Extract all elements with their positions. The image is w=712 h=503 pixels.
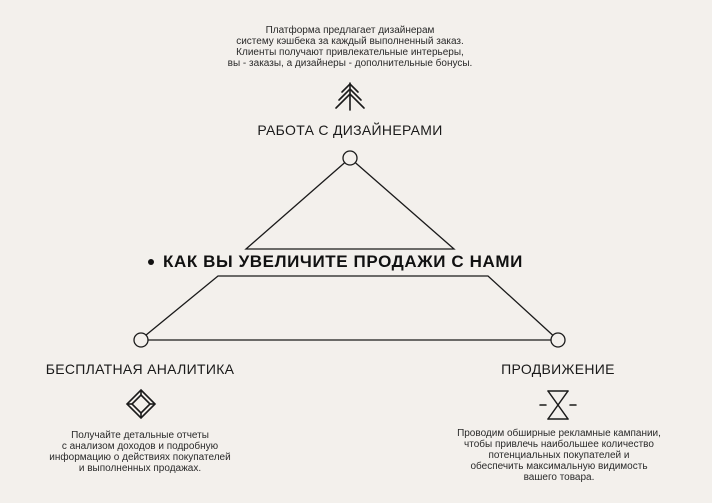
bottom-trapezoid	[140, 276, 558, 340]
right-node	[551, 333, 565, 347]
arrows-up-icon	[336, 83, 364, 110]
top-description: Платформа предлагает дизайнерам систему кэшбека за каждый выполненный заказ. Клиенты получают привлекательные интерьеры, вы - заказы, а дизайнеры - дополнительные бонусы.	[227, 25, 473, 69]
top-triangle	[246, 158, 454, 249]
left-description: Получайте детальные отчеты с анализом доходов и подробную информацию о действиях покупателей и выполненных продажах.	[49, 430, 231, 474]
left-heading: БЕСПЛАТНАЯ АНАЛИТИКА	[45, 361, 235, 377]
top-heading: РАБОТА С ДИЗАЙНЕРАМИ	[257, 122, 443, 138]
right-heading: ПРОДВИЖЕНИЕ	[501, 361, 615, 377]
right-description: Проводим обширные рекламные кампании, чтобы привлечь наибольшее количество потенциальных покупателей и обеспечить максимальную видимость вашего товара.	[457, 428, 661, 483]
left-node	[134, 333, 148, 347]
center-title-row	[148, 252, 523, 272]
diamond-knot-icon	[127, 390, 155, 418]
top-node	[343, 151, 357, 165]
bullet-dot	[148, 259, 154, 265]
cross-icon	[540, 391, 576, 419]
center-title: КАК ВЫ УВЕЛИЧИТЕ ПРОДАЖИ С НАМИ	[163, 252, 523, 271]
